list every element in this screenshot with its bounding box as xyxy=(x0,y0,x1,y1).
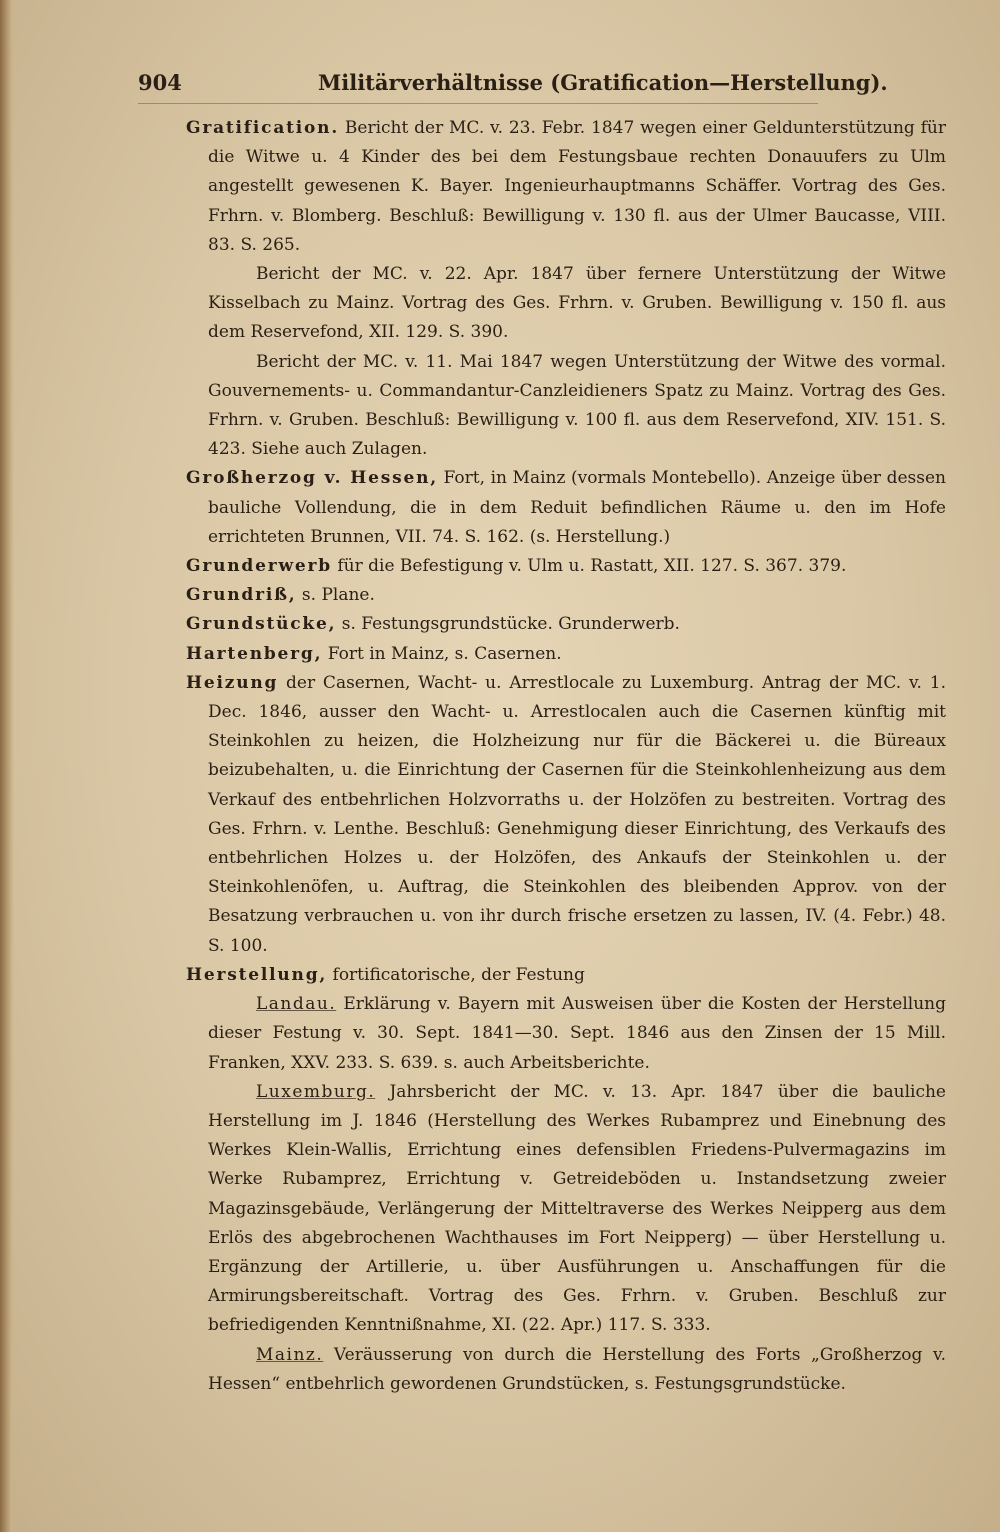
entry-grundstuecke xyxy=(186,610,946,639)
entry-grunderwerb xyxy=(186,552,946,581)
entry-text: Bericht der MC. v. 23. Febr. 1847 wegen einer Geldunterstützung für die Witwe u. 4 Kinder des bei dem Festungsbaue rechten Donauufers zu Ulm angestellt gewesenen K. Bayer. Ingenieurhauptmanns Schäffer. Vortrag des Ges. Frhrn. v. Blomberg. Beschluß: Bewilligung v. 130 fl. aus der Ulmer Baucasse, VIII. 83. S. 265. xyxy=(208,118,946,255)
entry-text: Fort, in Mainz (vormals Montebello). Anzeige über dessen bauliche Vollendung, die in dem Reduit befindlichen Räume u. den im Hofe errichteten Brunnen, VII. 74. S. 162. (s. Herstellung.) xyxy=(208,468,947,547)
entry-text: fortificatorische, der Festung xyxy=(327,964,585,985)
sub-entry: Bericht der MC. v. 11. Mai 1847 wegen Unterstützung der Witwe des vormal. Gouvernements- u. Commandantur-Canzleidieners Spatz zu Mainz. Vortrag des Ges. Frhrn. v. Gruben. Beschluß: Bewilligung v. 100 fl. aus dem Reservefond, XIV. 151. S. 423. Siehe auch Zulagen. xyxy=(208,351,946,460)
sub-entry-landau xyxy=(186,990,946,1078)
header-rule xyxy=(138,103,818,104)
sub-entry: Bericht der MC. v. 22. Apr. 1847 über fernere Unterstützung der Witwe Kisselbach zu Mainz. Vortrag des Ges. Frhrn. v. Gruben. Bewilligung v. 150 fl. aus dem Reservefond, XII. 129. S. 390. xyxy=(208,264,946,343)
entry-text: Fort in Mainz, s. Casernen. xyxy=(322,643,562,664)
page-binding-edge xyxy=(0,0,14,1532)
entry-heizung xyxy=(186,669,946,961)
entry-head: Gratification. xyxy=(186,118,340,138)
index-entries xyxy=(186,114,946,1399)
entry-grundriss xyxy=(186,581,946,610)
sub-entry-head: Landau. xyxy=(256,994,337,1015)
entry-text: s. Festungsgrundstücke. Grunderwerb. xyxy=(336,614,680,635)
entry-gratification xyxy=(186,114,946,260)
entry-head: Herstellung, xyxy=(186,964,328,985)
entry-head: Hartenberg, xyxy=(186,643,323,664)
entry-head: Grundriß, xyxy=(186,585,297,606)
entry-head: Grunderwerb xyxy=(186,556,332,577)
sub-entry-head: Mainz. xyxy=(256,1344,324,1365)
sub-entry-text: Veräusserung von durch die Herstellung des Forts „Großherzog v. Hessen“ entbehrlich gewordenen Grundstücken, s. Festungsgrundstücke. xyxy=(208,1344,946,1394)
sub-entry-mainz xyxy=(186,1341,946,1399)
sub-entry-text: Erklärung v. Bayern mit Ausweisen über die Kosten der Herstellung dieser Festung v. 30. Sept. 1841—30. Sept. 1846 aus den Zinsen der 15 Mill. Franken, XXV. 233. S. 639. s. auch Arbeitsberichte. xyxy=(208,994,946,1073)
running-title: Militärverhältnisse (Gratification—Herstellung). xyxy=(318,70,888,95)
entry-herstellung xyxy=(186,961,946,990)
sub-entry-head: Luxemburg. xyxy=(256,1081,376,1102)
entry-hartenberg xyxy=(186,640,946,669)
entry-head: Großherzog v. Hessen, xyxy=(186,468,438,489)
page-header xyxy=(138,70,888,100)
entry-text: s. Plane. xyxy=(296,585,375,606)
entry-text: der Casernen, Wacht- u. Arrestlocale zu Luxemburg. Antrag der MC. v. 1. Dec. 1846, ausser den Wacht- u. Arrestlocalen auch die Casernen künftig mit Steinkohlen zu heizen, die Holzheizung nur für die Bäckerei u. die Büreaux beizubehalten, u. die Einrichtung der Casernen für die Steinkohlenheizung aus dem Verkauf des entbehrlichen Holzvorraths u. der Holzöfen zu bestreiten. Vortrag des Ges. Frhrn. v. Lenthe. Beschluß: Genehmigung dieser Einrichtung, des Verkaufs des entbehrlichen Holzes u. der Holzöfen, des Ankaufs der Steinkohlen u. der Steinkohlenöfen, u. Auftrag, die Steinkohlen des bleibenden Approv. von der Besatzung verbrauchen u. von ihr durch frische ersetzen zu lassen, IV. (4. Febr.) 48. S. 100. xyxy=(208,672,946,956)
entry-text: für die Befestigung v. Ulm u. Rastatt, XII. 127. S. 367. 379. xyxy=(331,556,847,577)
entry-grossherzog xyxy=(186,464,946,552)
entry-head: Grundstücke, xyxy=(186,614,337,635)
sub-entry-text: Jahrsbericht der MC. v. 13. Apr. 1847 über die bauliche Herstellung im J. 1846 (Herstellung des Werkes Rubamprez und Einebnung des Werkes Klein-Wallis, Errichtung eines defensiblen Friedens-Pulvermagazins im Werke Rubamprez, Errichtung v. Getreideböden u. Instandsetzung zweier Magazinsgebäude, Verlängerung der Mitteltraverse des Werkes Neipperg aus dem Erlös des abgebrochenen Wachthauses im Fort Neipperg) — über Herstellung u. Ergänzung der Artillerie, u. über Ausführungen u. Anschaffungen für die Armirungsbereitschaft. Vortrag des Ges. Frhrn. v. Gruben. Beschluß zur befriedigenden Kenntnißnahme, XI. (22. Apr.) 117. S. 333. xyxy=(208,1081,946,1336)
sub-entry-luxemburg xyxy=(186,1078,946,1341)
entry-head: Heizung xyxy=(186,672,279,693)
page-number: 904 xyxy=(138,70,182,95)
